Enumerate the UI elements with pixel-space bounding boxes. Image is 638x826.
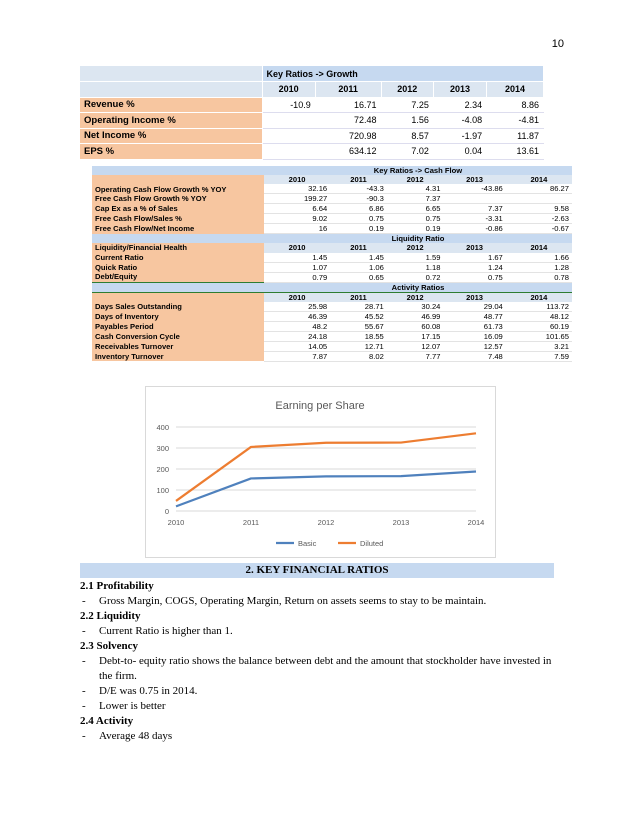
cell-value: 48.12 (506, 311, 572, 321)
subsection-heading: 2.3 Solvency (80, 640, 139, 652)
cell-value: 7.59 (506, 351, 572, 361)
table-row (92, 302, 572, 312)
list-item (80, 699, 560, 714)
section-title: Key Ratios -> Cash Flow (264, 166, 572, 175)
header-spacer (92, 175, 264, 184)
cell-value: 55.67 (330, 321, 387, 331)
header-spacer (92, 292, 264, 302)
header-label: Liquidity/Financial Health (92, 243, 264, 252)
chart-series (176, 433, 476, 506)
cell-value: -10.9 (262, 97, 315, 113)
x-tick-label: 2012 (317, 518, 335, 527)
chart-title: Earning per Share (275, 400, 365, 412)
growth-ratios-table (80, 66, 544, 160)
year-header: 2010 (264, 292, 330, 302)
legend-label: Diluted (360, 539, 384, 548)
table-row (80, 97, 544, 113)
cell-value: 9.02 (264, 214, 330, 224)
row-label: Payables Period (92, 321, 264, 331)
table-row (92, 351, 572, 361)
row-label: Debt/Equity (92, 272, 264, 282)
growth-table-title: Key Ratios -> Growth (262, 66, 544, 82)
cell-value: -0.86 (443, 224, 505, 234)
section-spacer (92, 166, 264, 175)
cell-value: -90.3 (330, 194, 387, 204)
row-label: Revenue % (80, 97, 262, 113)
table-row (92, 272, 572, 282)
key-ratios-table (92, 166, 572, 362)
row-label: Days Sales Outstanding (92, 302, 264, 312)
cell-value: 60.19 (506, 321, 572, 331)
dash-bullet: - (82, 595, 86, 607)
cell-value: 14.05 (264, 341, 330, 351)
dash-bullet: - (82, 700, 86, 712)
dash-bullet: - (82, 730, 86, 742)
cell-value: 720.98 (315, 128, 381, 144)
year-header: 2011 (330, 243, 387, 252)
cell-value: 4.31 (387, 184, 444, 194)
year-header: 2014 (506, 175, 572, 184)
cell-value: 8.57 (381, 128, 433, 144)
cell-value: 12.71 (330, 341, 387, 351)
list-item-text: Gross Margin, COGS, Operating Margin, Return on assets seems to stay to be maintain. (99, 595, 487, 607)
cell-value: 0.19 (387, 224, 444, 234)
subsection-heading: 2.2 Liquidity (80, 610, 141, 622)
cell-value: 30.24 (387, 302, 444, 312)
table-row (92, 253, 572, 263)
cell-value: 25.98 (264, 302, 330, 312)
table-row (92, 321, 572, 331)
x-tick-label: 2013 (392, 518, 410, 527)
row-label: Quick Ratio (92, 262, 264, 272)
row-label: Net Income % (80, 128, 262, 144)
year-header: 2011 (330, 175, 387, 184)
cell-value: -43.86 (443, 184, 505, 194)
row-label: EPS % (80, 144, 262, 160)
cell-value: 72.48 (315, 113, 381, 129)
table-row (80, 144, 544, 160)
list-item (80, 729, 560, 744)
row-label: Inventory Turnover (92, 351, 264, 361)
cell-value: 12.07 (387, 341, 444, 351)
cell-value: 8.86 (487, 97, 544, 113)
row-label: Operating Income % (80, 113, 262, 129)
cell-value: 2.34 (433, 97, 486, 113)
cell-value (443, 194, 505, 204)
cell-value: 1.59 (387, 253, 444, 263)
cell-value: 12.57 (443, 341, 505, 351)
year-header: 2014 (506, 243, 572, 252)
cell-value: 6.64 (264, 204, 330, 214)
cell-value: 0.75 (443, 272, 505, 282)
list-item (80, 684, 560, 699)
cell-value: 1.18 (387, 262, 444, 272)
list-item-text: Average 48 days (99, 730, 173, 742)
row-label: Cap Ex as a % of Sales (92, 204, 264, 214)
section-title-row (92, 282, 572, 292)
cell-value (506, 194, 572, 204)
cell-value: 13.61 (487, 144, 544, 160)
growth-header-spacer (80, 82, 262, 98)
cell-value: 18.55 (330, 331, 387, 341)
growth-title-spacer (80, 66, 262, 82)
cell-value (262, 128, 315, 144)
y-tick-label: 400 (156, 423, 169, 432)
table-row (80, 128, 544, 144)
table-row (92, 194, 572, 204)
cell-value: -2.63 (506, 214, 572, 224)
year-header: 2013 (443, 292, 505, 302)
cell-value: -3.31 (443, 214, 505, 224)
year-header: 2011 (315, 82, 381, 98)
row-label: Cash Conversion Cycle (92, 331, 264, 341)
section-title-row (92, 234, 572, 244)
section-body (80, 579, 560, 744)
x-tick-label: 2010 (167, 518, 185, 527)
cell-value: 1.45 (264, 253, 330, 263)
cell-value: 8.02 (330, 351, 387, 361)
cell-value: 1.07 (264, 262, 330, 272)
cell-value: -1.97 (433, 128, 486, 144)
year-header: 2010 (262, 82, 315, 98)
table-row (92, 184, 572, 194)
table-row (92, 224, 572, 234)
cell-value: -4.81 (487, 113, 544, 129)
table-row (92, 311, 572, 321)
year-header: 2013 (443, 243, 505, 252)
list-item (80, 654, 560, 684)
subsection-heading: 2.4 Activity (80, 715, 134, 727)
year-header: 2013 (443, 175, 505, 184)
cell-value: 0.04 (433, 144, 486, 160)
cell-value: 48.77 (443, 311, 505, 321)
legend-label: Basic (298, 539, 317, 548)
cell-value: 7.77 (387, 351, 444, 361)
cell-value: -4.08 (433, 113, 486, 129)
year-header-row (92, 292, 572, 302)
cell-value: 24.18 (264, 331, 330, 341)
cell-value: 0.75 (330, 214, 387, 224)
dash-bullet: - (82, 655, 86, 667)
cell-value: 0.65 (330, 272, 387, 282)
cell-value: 16.09 (443, 331, 505, 341)
year-header: 2012 (387, 175, 444, 184)
cell-value: -0.67 (506, 224, 572, 234)
cell-value: 1.28 (506, 262, 572, 272)
eps-chart-svg (146, 387, 495, 557)
cell-value: 9.58 (506, 204, 572, 214)
cell-value: 29.04 (443, 302, 505, 312)
cell-value: 1.45 (330, 253, 387, 263)
year-header: 2012 (381, 82, 433, 98)
table-row (92, 214, 572, 224)
year-header: 2011 (330, 292, 387, 302)
table-row (80, 113, 544, 129)
year-header: 2012 (387, 292, 444, 302)
section-title: Activity Ratios (264, 282, 572, 292)
section-title-row (92, 166, 572, 175)
cell-value: 1.67 (443, 253, 505, 263)
cell-value: 7.25 (381, 97, 433, 113)
cell-value: 28.71 (330, 302, 387, 312)
x-tick-label: 2014 (467, 518, 485, 527)
cell-value: 199.27 (264, 194, 330, 204)
year-header: 2014 (487, 82, 544, 98)
cell-value: 32.16 (264, 184, 330, 194)
cell-value: 48.2 (264, 321, 330, 331)
y-tick-label: 0 (164, 507, 169, 516)
x-tick-label: 2011 (242, 518, 260, 527)
row-label: Free Cash Flow Growth % YOY (92, 194, 264, 204)
cell-value: 1.56 (381, 113, 433, 129)
cell-value: 0.79 (264, 272, 330, 282)
section-title: Liquidity Ratio (264, 234, 572, 244)
section-spacer (92, 234, 264, 244)
cell-value: 16 (264, 224, 330, 234)
cell-value: 7.37 (443, 204, 505, 214)
cell-value: 7.48 (443, 351, 505, 361)
list-item-text: D/E was 0.75 in 2014. (99, 685, 198, 697)
row-label: Free Cash Flow/Net Income (92, 224, 264, 234)
cell-value: 7.37 (387, 194, 444, 204)
row-label: Free Cash Flow/Sales % (92, 214, 264, 224)
year-header: 2010 (264, 243, 330, 252)
list-item-text: Debt-to- equity ratio shows the balance between debt and the amount that stockholder have invested in the firm. (99, 655, 552, 682)
cell-value: 16.71 (315, 97, 381, 113)
cell-value: 0.19 (330, 224, 387, 234)
cell-value: 634.12 (315, 144, 381, 160)
page-number: 10 (551, 38, 564, 50)
year-header: 2013 (433, 82, 486, 98)
y-axis-ticks (156, 423, 169, 516)
cell-value: 46.99 (387, 311, 444, 321)
year-header: 2010 (264, 175, 330, 184)
row-label: Current Ratio (92, 253, 264, 263)
cell-value: 60.08 (387, 321, 444, 331)
cell-value: 6.86 (330, 204, 387, 214)
list-item-text: Lower is better (99, 700, 166, 712)
cell-value: 7.02 (381, 144, 433, 160)
cell-value: 1.66 (506, 253, 572, 263)
table-row (92, 341, 572, 351)
growth-title-row (80, 66, 544, 82)
cell-value: 86.27 (506, 184, 572, 194)
year-header-row (92, 175, 572, 184)
eps-chart (145, 386, 496, 558)
dash-bullet: - (82, 625, 86, 637)
y-tick-label: 300 (156, 444, 169, 453)
cell-value: 101.65 (506, 331, 572, 341)
cell-value: 6.65 (387, 204, 444, 214)
cell-value: 17.15 (387, 331, 444, 341)
subsection-heading: 2.1 Profitability (80, 580, 154, 592)
list-item (80, 624, 560, 639)
row-label: Receivables Turnover (92, 341, 264, 351)
cell-value: 3.21 (506, 341, 572, 351)
table-row (92, 331, 572, 341)
cell-value: 11.87 (487, 128, 544, 144)
cell-value: 45.52 (330, 311, 387, 321)
table-row (92, 262, 572, 272)
list-item (80, 594, 560, 609)
list-item-text: Current Ratio is higher than 1. (99, 625, 233, 637)
cell-value: 1.24 (443, 262, 505, 272)
year-header: 2012 (387, 243, 444, 252)
cell-value: -43.3 (330, 184, 387, 194)
section-spacer (92, 282, 264, 292)
cell-value: 46.39 (264, 311, 330, 321)
cell-value: 113.72 (506, 302, 572, 312)
x-axis-ticks (168, 518, 485, 527)
cell-value: 0.75 (387, 214, 444, 224)
year-header-row (92, 243, 572, 252)
chart-legend (276, 539, 383, 548)
section-heading: 2. KEY FINANCIAL RATIOS (80, 563, 554, 578)
cell-value: 7.87 (264, 351, 330, 361)
series-line-basic (176, 472, 476, 507)
y-tick-label: 100 (156, 486, 169, 495)
cell-value (262, 144, 315, 160)
dash-bullet: - (82, 685, 86, 697)
cell-value: 0.78 (506, 272, 572, 282)
growth-year-header (80, 82, 544, 98)
table-row (92, 204, 572, 214)
cell-value (262, 113, 315, 129)
row-label: Operating Cash Flow Growth % YOY (92, 184, 264, 194)
cell-value: 61.73 (443, 321, 505, 331)
y-tick-label: 200 (156, 465, 169, 474)
year-header: 2014 (506, 292, 572, 302)
cell-value: 1.06 (330, 262, 387, 272)
cell-value: 0.72 (387, 272, 444, 282)
row-label: Days of Inventory (92, 311, 264, 321)
